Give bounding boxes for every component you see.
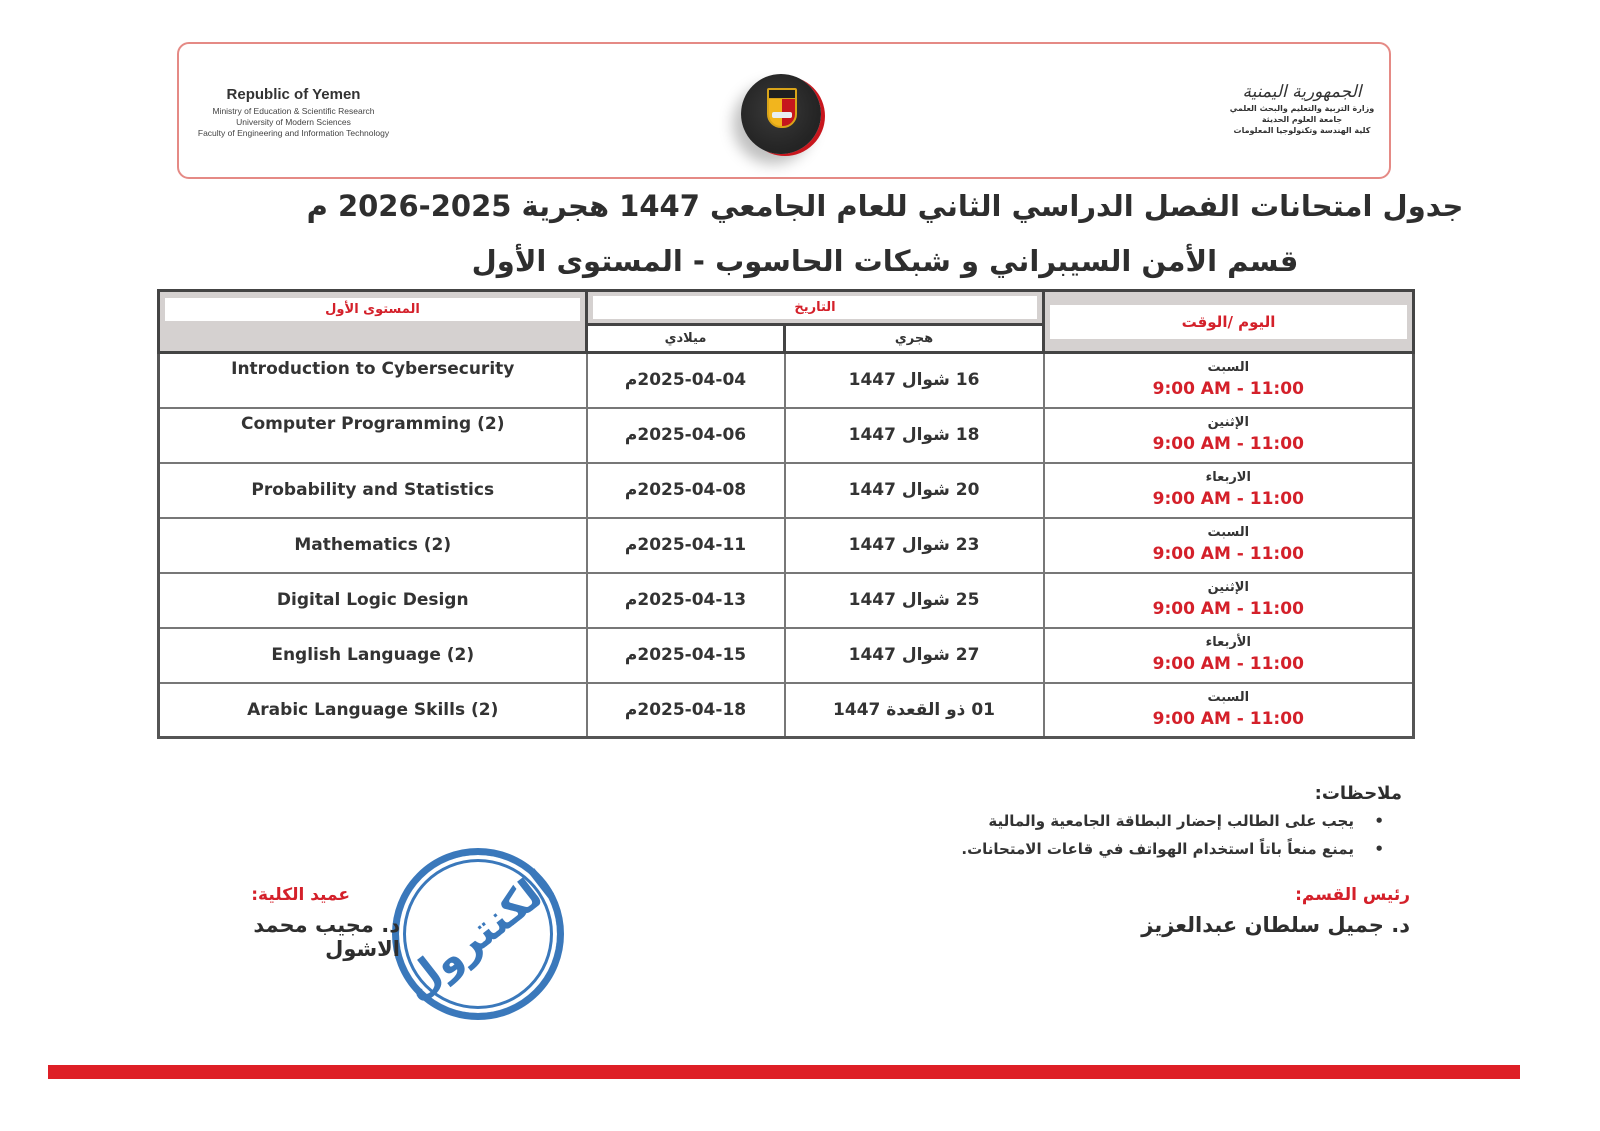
university-crest-icon xyxy=(741,74,821,154)
course-cell: Probability and Statistics xyxy=(159,463,587,518)
day-time-cell xyxy=(1044,573,1414,628)
note-text: يمنع منعاً باتاً استخدام الهواتف في قاعات الامتحانات. xyxy=(961,840,1354,858)
hijri-date-cell: 27 شوال 1447 xyxy=(785,628,1044,683)
hijri-date-cell: 23 شوال 1447 xyxy=(785,518,1044,573)
english-faculty: Faculty of Engineering and Information Technology xyxy=(197,128,390,138)
book-icon xyxy=(772,112,792,118)
table-row xyxy=(159,408,1414,463)
header-day-time-label: اليوم /الوقت xyxy=(1050,305,1407,339)
english-country-name: Republic of Yemen xyxy=(226,86,361,103)
day-label: السبت xyxy=(1207,525,1250,540)
bullet-icon: • xyxy=(1374,840,1384,858)
footer-bar xyxy=(48,1065,1520,1079)
english-ministry: Ministry of Education & Scientific Research xyxy=(212,106,375,116)
head-of-department-name: د. جميل سلطان عبدالعزيز xyxy=(1141,913,1410,937)
letterhead-banner xyxy=(177,42,1391,179)
day-time-cell xyxy=(1044,628,1414,683)
day-label: السبت xyxy=(1207,689,1250,705)
course-cell: Introduction to Cybersecurity xyxy=(159,353,587,408)
head-of-department-signature xyxy=(1141,885,1410,937)
dean-signature xyxy=(190,885,400,961)
dean-name: د. مجيب محمد الاشول xyxy=(253,913,400,961)
day-label: السبت xyxy=(1207,360,1250,376)
gregorian-date-cell: 2025-04-13م xyxy=(587,573,785,628)
day-label: الإثنين xyxy=(1207,415,1249,430)
time-label: 9:00 AM - 11:00 xyxy=(1152,544,1304,564)
header-level-label: المستوى الأول xyxy=(165,298,580,321)
day-label: الإثنين xyxy=(1207,580,1249,595)
table-row xyxy=(159,518,1414,573)
day-time-cell xyxy=(1044,408,1414,463)
table-row xyxy=(159,463,1414,518)
course-cell: Mathematics (2) xyxy=(159,518,587,573)
course-cell: Arabic Language Skills (2) xyxy=(159,683,587,738)
header-level xyxy=(159,291,587,353)
notes-section xyxy=(961,783,1402,868)
header-hijri: هجري xyxy=(785,325,1044,353)
day-time-cell xyxy=(1044,518,1414,573)
note-text: يجب على الطالب إحضار البطاقة الجامعية والمالية xyxy=(988,812,1354,830)
gregorian-date-cell: 2025-04-11م xyxy=(587,518,785,573)
hijri-date-cell: 20 شوال 1447 xyxy=(785,463,1044,518)
time-label: 9:00 AM - 11:00 xyxy=(1152,379,1304,400)
time-label: 9:00 AM - 11:00 xyxy=(1152,489,1304,509)
head-of-department-label: رئيس القسم: xyxy=(1295,885,1410,905)
header-date xyxy=(587,291,1044,325)
gregorian-date-cell: 2025-04-08م xyxy=(587,463,785,518)
exam-schedule-table xyxy=(157,289,1415,739)
time-label: 9:00 AM - 11:00 xyxy=(1152,708,1304,729)
page-title: جدول امتحانات الفصل الدراسي الثاني للعام الجامعي 1447 هجرية 2025-2026 م xyxy=(306,189,1464,223)
control-stamp-icon xyxy=(392,848,564,1020)
time-label: 9:00 AM - 11:00 xyxy=(1152,654,1304,674)
table-row xyxy=(159,573,1414,628)
gregorian-date-cell: 2025-04-04م xyxy=(587,353,785,408)
header-date-label: التاريخ xyxy=(593,296,1037,319)
dean-label: عميد الكلية: xyxy=(251,885,350,905)
course-cell: Digital Logic Design xyxy=(159,573,587,628)
gregorian-date-cell: 2025-04-15م xyxy=(587,628,785,683)
hijri-date-cell: 18 شوال 1447 xyxy=(785,408,1044,463)
course-cell: English Language (2) xyxy=(159,628,587,683)
day-label: الاربعاء xyxy=(1205,470,1251,485)
time-label: 9:00 AM - 11:00 xyxy=(1152,434,1304,454)
day-time-cell xyxy=(1044,353,1414,408)
gregorian-date-cell: 2025-04-06م xyxy=(587,408,785,463)
time-label: 9:00 AM - 11:00 xyxy=(1152,599,1304,619)
hijri-date-cell: 25 شوال 1447 xyxy=(785,573,1044,628)
table-row xyxy=(159,628,1414,683)
stamp-text: الكنترول xyxy=(392,860,564,1008)
notes-title: ملاحظات: xyxy=(1314,783,1402,804)
english-letterhead xyxy=(191,86,396,139)
header-gregorian: ميلادي xyxy=(587,325,785,353)
notes-list xyxy=(961,812,1402,858)
day-time-cell xyxy=(1044,463,1414,518)
day-label: الأربعاء xyxy=(1205,635,1251,650)
gregorian-date-cell: 2025-04-18م xyxy=(587,683,785,738)
table-row xyxy=(159,353,1414,408)
arabic-ministry: وزارة التربية والتعليم والبحث العلمي xyxy=(1229,104,1375,113)
shield-icon xyxy=(767,88,797,128)
header-day-time xyxy=(1044,291,1414,353)
arabic-university: جامعة العلوم الحديثة xyxy=(1261,115,1343,124)
page-subtitle: قسم الأمن السيبراني و شبكات الحاسوب - المستوى الأول xyxy=(471,244,1299,278)
arabic-faculty: كلية الهندسة وتكنولوجيا المعلومات xyxy=(1233,126,1371,135)
arabic-country-name: الجمهورية اليمنية xyxy=(1242,82,1362,102)
course-cell: Computer Programming (2) xyxy=(159,408,587,463)
table-row xyxy=(159,683,1414,738)
hijri-date-cell: 01 ذو القعدة 1447 xyxy=(785,683,1044,738)
note-item xyxy=(961,812,1384,830)
note-item xyxy=(961,840,1384,858)
arabic-letterhead xyxy=(1227,82,1377,136)
bullet-icon: • xyxy=(1374,812,1384,830)
hijri-date-cell: 16 شوال 1447 xyxy=(785,353,1044,408)
day-time-cell xyxy=(1044,683,1414,738)
english-university: University of Modern Sciences xyxy=(236,117,351,127)
